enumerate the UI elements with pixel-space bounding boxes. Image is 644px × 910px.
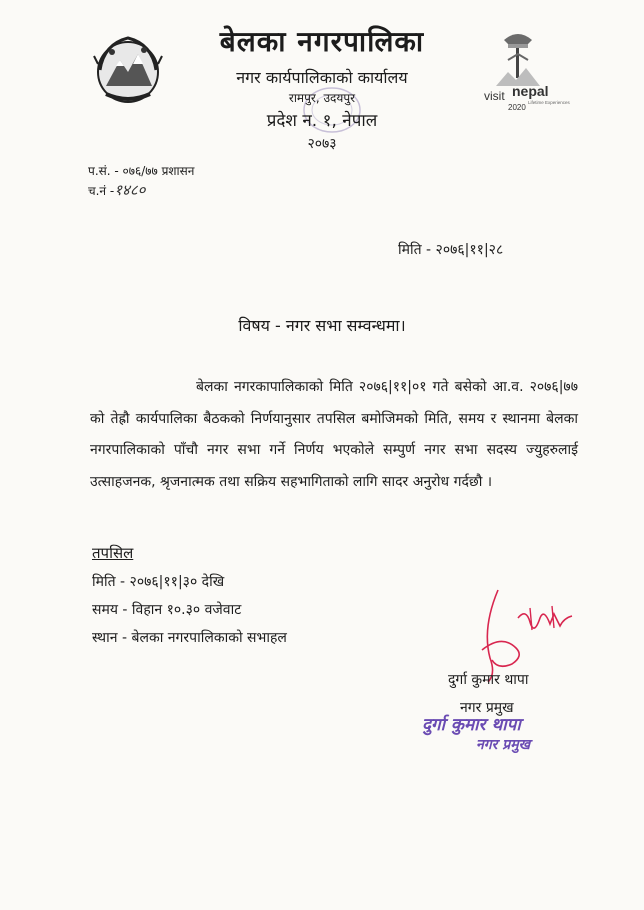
schedule-time: समय - विहान १०.३० वजेवाट xyxy=(92,602,242,618)
dispatch-number-handwritten: १४८० xyxy=(114,181,146,199)
municipality-title: बेलका नगरपालिका xyxy=(219,25,425,58)
dispatch-label: च.नं - xyxy=(88,184,115,198)
office-address: रामपुर, उदयपुर xyxy=(288,91,356,105)
stamp-name: दुर्गा कुमार थापा xyxy=(422,715,521,735)
schedule-heading: तपसिल xyxy=(92,544,134,562)
province-line: प्रदेश न. १, नेपाल xyxy=(266,111,378,131)
schedule-date: मिति - २०७६|११|३० देखि xyxy=(92,574,225,590)
letter-body xyxy=(90,372,578,498)
letter-reference-number: प.सं. - ०७६/७७ प्रशासन xyxy=(88,164,195,178)
visit-logo-tagline: Lifetime Experiences xyxy=(528,100,570,105)
office-name: नगर कार्यपालिकाको कार्यालय xyxy=(236,68,408,87)
letter-subject: विषय - नगर सभा सम्वन्धमा। xyxy=(238,316,406,335)
letter-date: मिति - २०७६|११|२८ xyxy=(398,242,504,258)
body-text: बेलका नगरकापालिकाको मिति २०७६|११|०१ गते बसेको आ.व. २०७६|७७ को तेह्रौ कार्यपालिका बैठकको निर्णयानुसार तपसिल बमोजिमको मिति, समय र स्थानमा बेलका नगरपालिकाको पाँचौ नगर सभा गर्ने निर्णय भएकोले सम्पुर्ण नगर सभा सदस्य ज्युहरुलाई उत्साहजनक, श्रृजनात्मक तथा सक्रिय सहभागिताको लागि सादर अनुरोध गर्दछौ । xyxy=(90,379,578,490)
visit-logo-line2: nepal xyxy=(512,83,549,99)
dispatch-number xyxy=(88,180,145,200)
established-year: २०७३ xyxy=(307,136,337,152)
signatory-name: दुर्गा कुमार थापा xyxy=(448,672,529,688)
visit-logo-line1: visit xyxy=(484,89,505,103)
schedule-place: स्थान - बेलका नगरपालिकाको सभाहल xyxy=(92,630,287,646)
signatory-post: नगर प्रमुख xyxy=(460,700,514,716)
visit-logo-year: 2020 xyxy=(508,103,526,112)
stamp-post: नगर प्रमुख xyxy=(476,737,531,753)
